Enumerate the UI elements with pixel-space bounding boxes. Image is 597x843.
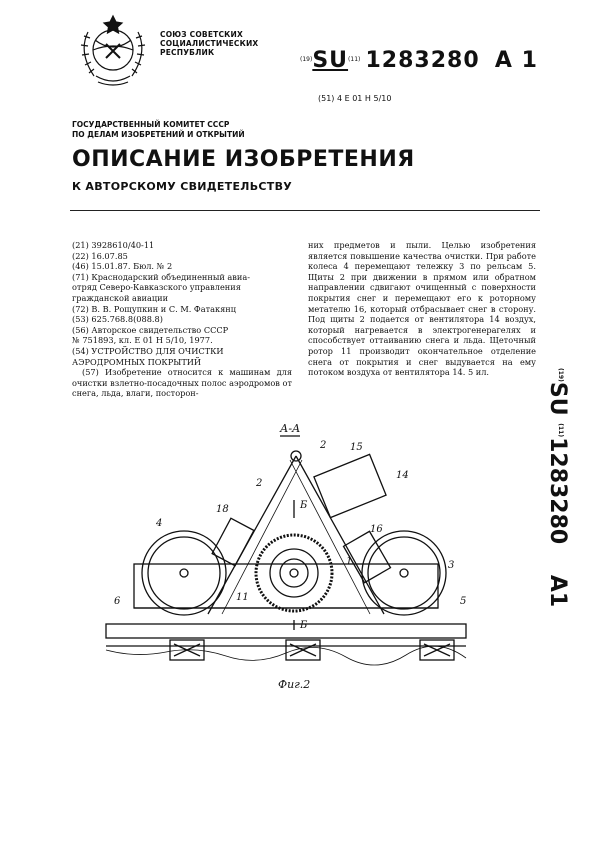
country-code: SU [312,48,349,73]
figure-caption: Фиг.2 [278,678,311,691]
side-inid-11: (11) [557,423,564,438]
label-5: 5 [460,596,467,607]
biblio-row: (21) 3928610/40-11 [72,240,155,250]
state-name-line: РЕСПУБЛИК [160,48,215,57]
label-2-left: 2 [256,478,263,489]
committee-line: ГОСУДАРСТВЕННЫЙ КОМИТЕТ СССР [72,120,230,129]
state-name-line: СОЦИАЛИСТИЧЕСКИХ [160,39,259,48]
side-inid-19: (19) [557,368,564,382]
committee-name [72,120,245,140]
label-4: 4 [156,518,163,529]
label-2-top: 2 [320,440,327,451]
biblio-row: (54) УСТРОЙСТВО ДЛЯ ОЧИСТКИ [72,345,224,356]
label-6: 6 [114,596,121,607]
biblio-row: (53) 625.768.8(088.8) [72,314,163,325]
figure-2-drawing [100,418,480,700]
state-name-line: СОЮЗ СОВЕТСКИХ [160,30,243,39]
biblio-row: (72) В. В. Рощупкин и С. М. Фатакянц [72,303,237,314]
label-11: 11 [236,592,249,603]
document-title: ОПИСАНИЕ ИЗОБРЕТЕНИЯ [72,147,415,172]
committee-line: ПО ДЕЛАМ ИЗОБРЕТЕНИЙ И ОТКРЫТИЙ [72,130,245,139]
patent-number: 1283280 [365,48,480,73]
label-3: 3 [448,560,455,571]
ipc-class: (51) 4 Е 01 Н 5/10 [318,94,392,103]
inid-19: (19) [300,56,313,63]
biblio-row: (46) 15.01.87. Бюл. № 2 [72,261,173,272]
biblio-row: (56) Авторское свидетельство СССР [72,324,229,335]
label-1: 1 [346,556,353,567]
inid-11: (11) [348,56,361,63]
side-number: 1283280 [545,437,570,545]
left-column [72,240,292,399]
label-15: 15 [350,442,363,453]
biblio-row: № 751893, кл. Е 01 Н 5/10, 1977. [72,335,213,346]
abstract-continuation: них предметов и пыли. Целью изобретения является повышение качества очистки. При работе колеса 4 перемещают тележку 3 по рельсам 5. Щиты 2 при движении в прямом или обратном направлении сдвигают очищенный с поверхности покрытия снег и перемещают его к роторному метателю 16, который отбрасывает снег в сторону. Под щиты 2 подается от вентилятора 14 воздух, который нагревается в электрогенерагелях и способствует оттаиванию снега и льда. Щеточный ротор 11 производит окончательное отделение снега от покрытия и снег выдувается на ему потоком воздуха от вентилятора 14. 5 ил. [308,240,536,378]
ussr-emblem-icon [68,10,158,92]
side-kind-code: A1 [545,574,570,608]
document-subtitle: К АВТОРСКОМУ СВИДЕТЕЛЬСТВУ [72,180,293,193]
side-patent-number [540,368,580,698]
bibliographic-data [72,240,292,367]
section-label: А-А [280,422,301,435]
state-name [160,30,258,57]
abstract-start: (57) Изобретение относится к машинам для очистки взлетно-посадочных полос аэродромов от снега, льда, влаги, посторон- [72,367,292,399]
side-country-code: SU [545,381,570,416]
biblio-row: АЭРОДРОМНЫХ ПОКРЫТИЙ [72,356,202,367]
biblio-row: (71) Краснодарский объединенный авиа- [72,271,251,282]
side-number-text [540,368,580,698]
biblio-row: гражданской авиации [72,292,169,303]
publication-number [300,48,538,73]
biblio-row: (22) 16.07.85 [72,250,128,261]
divider [70,210,540,211]
label-b-bottom: Б [300,620,308,631]
label-b-top: Б [300,500,308,511]
label-16: 16 [370,524,383,535]
label-14: 14 [396,470,409,481]
biblio-row: отряд Северо-Кавказского управления [72,282,241,293]
label-18: 18 [216,504,229,515]
kind-code: A 1 [494,48,538,73]
